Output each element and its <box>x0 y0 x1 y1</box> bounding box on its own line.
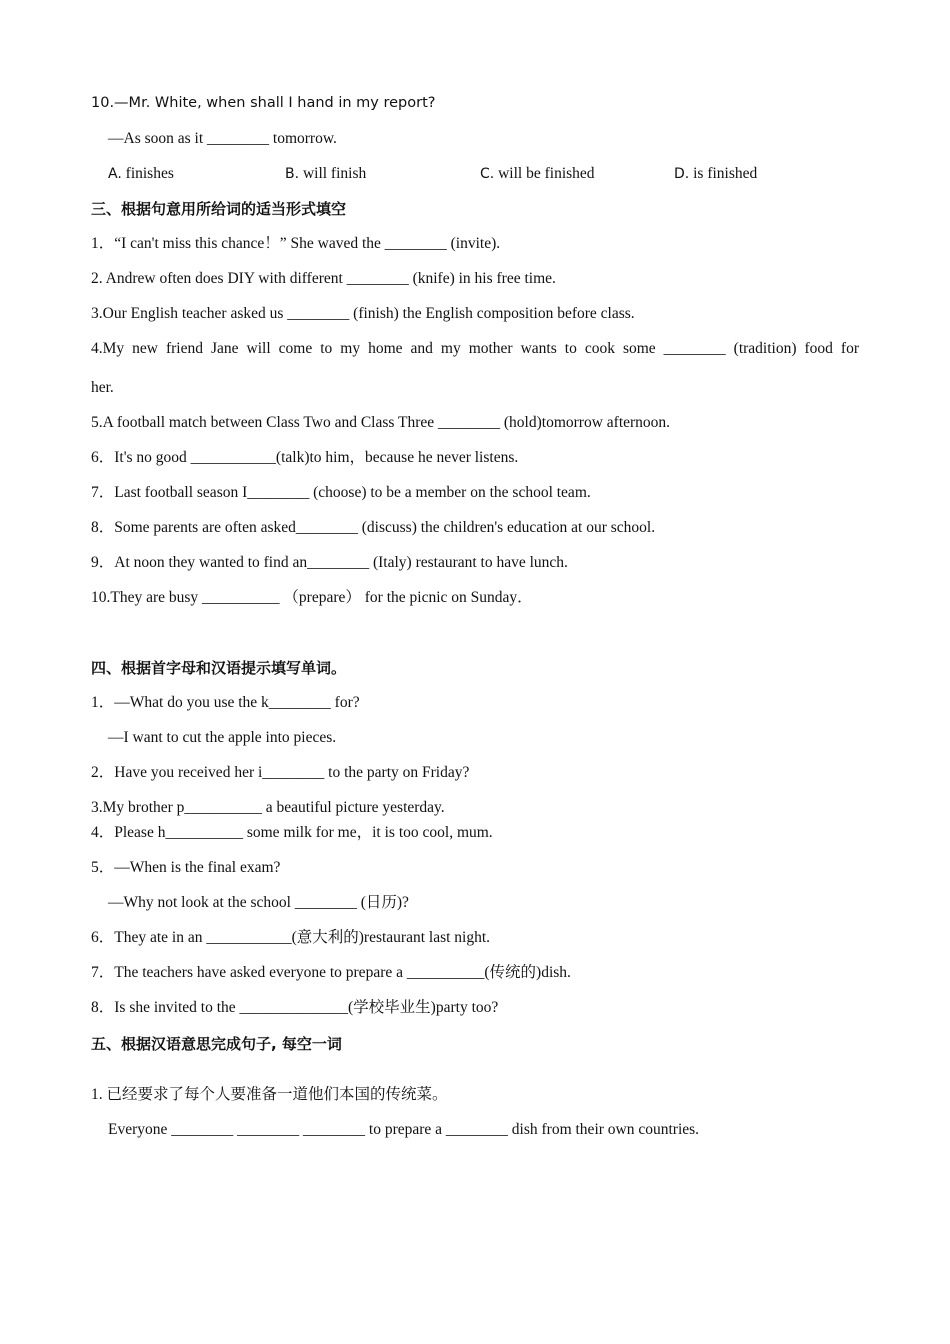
option-c-label: C. <box>480 166 495 182</box>
section3-item-5: 5.A football match between Class Two and Class Three ________ (hold)tomorrow afternoon. <box>91 414 671 431</box>
option-b-label: B. <box>285 166 300 182</box>
section3-item-2: 2. Andrew often does DIY with different ________ (knife) in his free time. <box>91 270 556 287</box>
q10-options <box>108 164 808 184</box>
section3-item-7: 7．Last football season I________ (choose) to be a member on the school team. <box>91 484 591 501</box>
option-c-text: will be finished <box>498 165 595 182</box>
option-d[interactable] <box>674 164 757 184</box>
section3-item-4: 4.My new friend Jane will come to my home and my mother wants to cook some ________ (tradition) food for <box>91 340 859 357</box>
section4-item-6: 6．They ate in an ___________(意大利的)restaurant last night. <box>91 929 491 946</box>
section4-item-7: 7．The teachers have asked everyone to prepare a __________(传统的)dish. <box>91 964 571 981</box>
q10-stem-text: 10.—Mr. White, when shall I hand in my report? <box>91 95 436 111</box>
section3-heading: 三、根据句意用所给词的适当形式填空 <box>91 200 347 218</box>
section5-item-1-sentence: Everyone ________ ________ ________ to prepare a ________ dish from their own countries. <box>108 1121 700 1138</box>
option-b-text: will finish <box>302 165 367 182</box>
section4-item-3: 3.My brother p__________ a beautiful picture yesterday. <box>91 799 445 816</box>
q10-answer: —As soon as it ________ tomorrow. <box>108 130 337 147</box>
option-a-text: finishes <box>125 165 174 182</box>
section3-item-10: 10.They are busy __________ （prepare） for the picnic on Sunday． <box>91 589 533 606</box>
q10-stem <box>91 93 435 113</box>
section3-item-4-cont: her. <box>91 379 114 396</box>
section3-item-1: 1．“I can't miss this chance！” She waved the ________ (invite). <box>91 235 501 252</box>
option-a[interactable] <box>108 164 174 184</box>
section5-item-1-prompt: 1. 已经要求了每个人要准备一道他们本国的传统菜。 <box>91 1086 448 1103</box>
option-d-label: D. <box>674 166 690 182</box>
option-c[interactable] <box>480 164 595 184</box>
option-d-text: is finished <box>693 165 758 182</box>
section4-item-5-reply: —Why not look at the school ________ (日历)? <box>108 894 409 911</box>
option-b[interactable] <box>285 164 366 184</box>
section4-item-1-reply: —I want to cut the apple into pieces. <box>108 729 337 746</box>
section4-item-8: 8．Is she invited to the ______________(学校毕业生)party too? <box>91 999 499 1016</box>
section3-item-6: 6．It's no good ___________(talk)to him，because he never listens. <box>91 449 519 466</box>
section5-heading: 五、根据汉语意思完成句子, 每空一词 <box>91 1035 342 1053</box>
section3-item-9: 9．At noon they wanted to find an________ (Italy) restaurant to have lunch. <box>91 554 568 571</box>
section3-item-3: 3.Our English teacher asked us ________ (finish) the English composition before class. <box>91 305 635 322</box>
section4-heading: 四、根据首字母和汉语提示填写单词。 <box>91 659 347 677</box>
section3-item-8: 8．Some parents are often asked________ (discuss) the children's education at our school. <box>91 519 656 536</box>
option-a-label: A. <box>108 166 122 182</box>
section4-item-5: 5．—When is the final exam? <box>91 859 281 876</box>
section4-item-2: 2．Have you received her i________ to the party on Friday? <box>91 764 470 781</box>
section4-item-1: 1．—What do you use the k________ for? <box>91 694 360 711</box>
section4-item-4: 4．Please h__________ some milk for me，it is too cool, mum. <box>91 824 493 841</box>
